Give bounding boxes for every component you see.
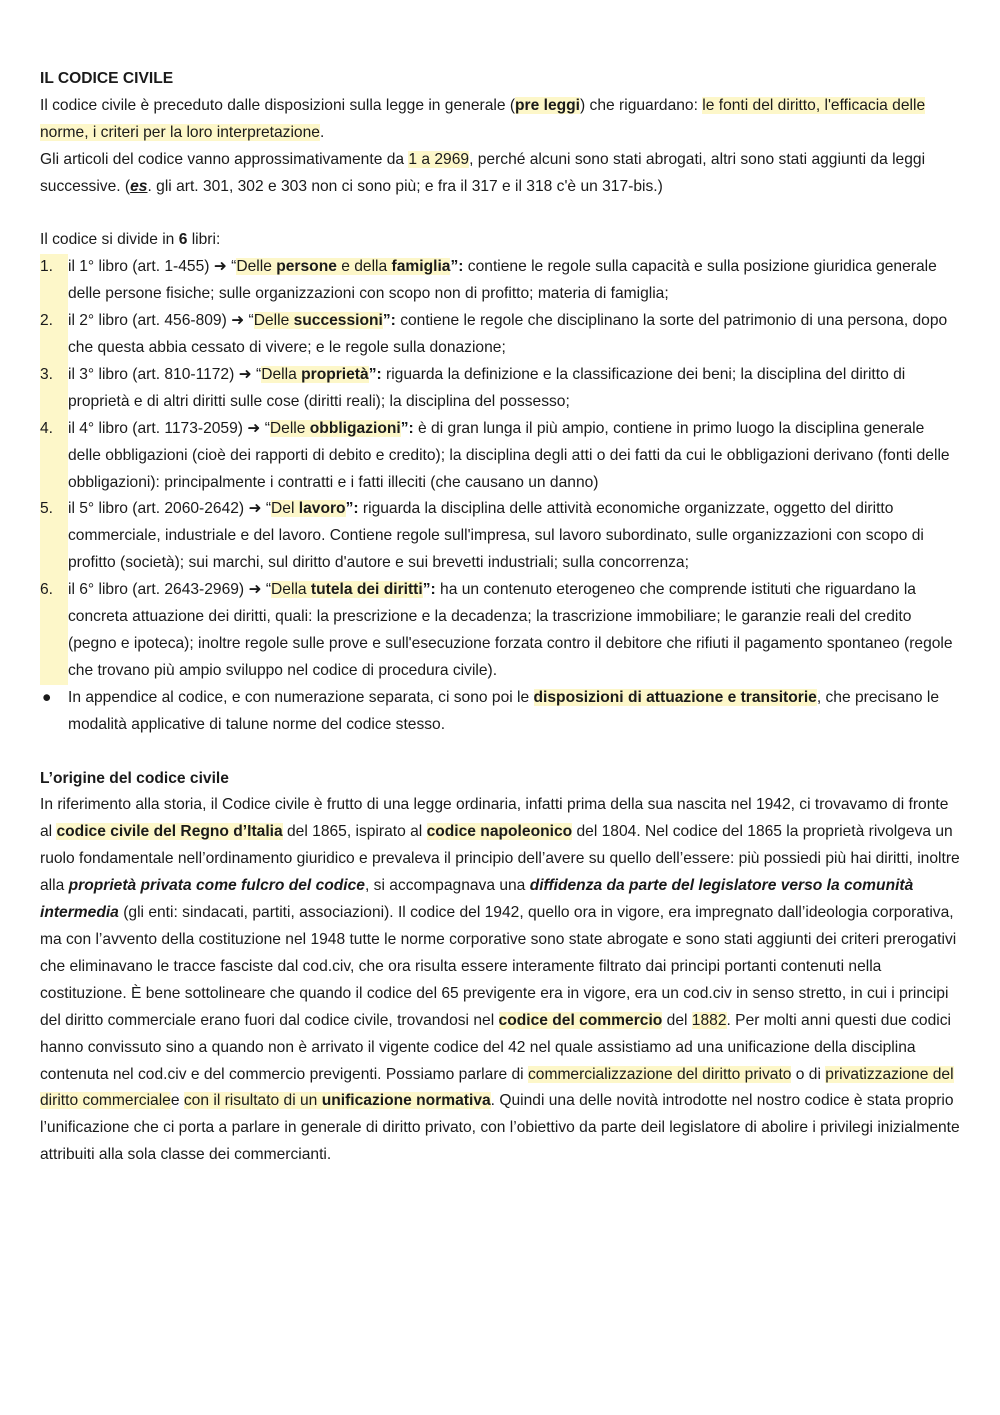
term-codice-napoleonico: codice napoleonico bbox=[426, 823, 573, 841]
disposizioni-term: disposizioni di attuazione e transitorie bbox=[533, 688, 817, 706]
highlight-commercializzazione: commercializzazione del diritto privato bbox=[527, 1065, 792, 1083]
intro-paragraph-2: Gli articoli del codice vanno approssimativamente da 1 a 2969, perché alcuni sono stati abrogati, altri sono stati aggiunti da leggi successive. (es. gli art. 301, 302 e 303 non ci sono più; e fra il 317 e il 318 c'è un 317-bis.) bbox=[40, 150, 926, 195]
term-codice-commercio: codice del commercio bbox=[498, 1011, 663, 1029]
libri-list bbox=[40, 254, 960, 738]
list-item-libro-6: 6. il 6° libro (art. 2643-2969) ➜ “Della tutela dei diritti”: ha un contenuto eterogeneo che comprende istituti che riguardano la concreta attuazione dei diritti, quali: la prescrizione e la decadenza; la trascrizione immobiliare; le garanzie reali del credito (pegno e ipoteca); inoltre regole sulle prove e sull'esecuzione forzata contro il debitore che rifiuti il pagamento spontaneo (regole che trovano più ampio sviluppo nel codice di procedura civile). bbox=[40, 577, 960, 685]
pre-leggi-term: pre leggi bbox=[515, 96, 581, 114]
list-item-libro-1: 1. il 1° libro (art. 1-455) ➜ “Delle persone e della famiglia”: contiene le regole sulla capacità e sulla posizione giuridica generale delle persone fisiche; sulle organizzazioni con scopo non di profitto; materia di famiglia; bbox=[40, 254, 960, 308]
list-number: 6. bbox=[40, 577, 68, 685]
list-item-appendice: ● In appendice al codice, e con numerazione separata, ci sono poi le disposizioni di attuazione e transitorie, che precisano le modalità applicative di talune norme del codice stesso. bbox=[40, 685, 960, 739]
section-heading-origine: L’origine del codice civile bbox=[40, 769, 229, 787]
list-number: 5. bbox=[40, 496, 68, 577]
highlight-fonti: le fonti del diritto, l'efficacia delle norme, i criteri per la loro interpretazione bbox=[40, 96, 926, 141]
highlight-1882: 1882 bbox=[691, 1011, 727, 1029]
intro-paragraph-1: Il codice civile è preceduto dalle disposizioni sulla legge in generale (pre leggi) che riguardano: le fonti del diritto, l'efficacia delle norme, i criteri per la loro interpretazione. bbox=[40, 96, 926, 141]
list-item-libro-5: 5. il 5° libro (art. 2060-2642) ➜ “Del lavoro”: riguarda la disciplina delle attività economiche organizzate, oggetto del diritto commerciale, industriale e del lavoro. Contiene regole sull'impresa, sul lavoro subordinato, sulle organizzazioni con scopo di profitto (società); sui marchi, sul diritto d'autore e sui brevetti industriali; sulla concorrenza; bbox=[40, 496, 960, 577]
es-abbreviation: es bbox=[130, 177, 148, 195]
term-codice-regno: codice civile del Regno d’Italia bbox=[56, 823, 283, 841]
list-item-libro-3: 3. il 3° libro (art. 810-1172) ➜ “Della proprietà”: riguarda la definizione e la classificazione dei beni; la disciplina del diritto di proprietà e di altri diritti sulle cose (diritti reali); la disciplina del possesso; bbox=[40, 362, 960, 416]
list-number: 1. bbox=[40, 254, 68, 308]
term-diffidenza: diffidenza da parte del legislatore verso la comunità intermedia bbox=[40, 877, 914, 922]
origine-paragraph: In riferimento alla storia, il Codice civile è frutto di una legge ordinaria, infatti prima della sua nascita nel 1942, ci trovavamo di fronte al codice civile del Regno d’Italia del 1865, ispirato al codice napoleonico del 1804. Nel codice del 1865 la proprietà rivolgeva un ruolo fondamentale nell’ordinamento giuridico e prevaleva il principio dell’avere su quello dell’essere: più possiedi più hai diritti, inoltre alla proprietà privata come fulcro del codice, si accompagnava una diffidenza da parte del legislatore verso la comunità intermedia (gli enti: sindacati, partiti, associazioni). Il codice del 1942, quello ora in vigore, era impregnato dall’ideologia corporativa, ma con l’avvento della costituzione nel 1948 tutte le norme corporative sono state abrogate e sono stati aggiunti dei criteri prerogativi che eliminavano le tracce fasciste dal cod.civ, che ora risulta essere interamente filtrato dai principi portanti contenuti nella costituzione. È bene sottolineare che quando il codice del 65 previgente era in vigore, era un cod.civ in senso stretto, in cui i principi del diritto commerciale erano fuori dal codice civile, trovandosi nel codice del commercio del 1882. Per molti anni questi due codici hanno convissuto sino a quando non è arrivato il vigente codice del 42 nel quale assistiamo ad una unificazione della disciplina contenuta nel cod.civ e del commercio previgenti. Possiamo parlare di commercializzazione del diritto privato o di privatizzazione del diritto commercialee con il risultato di un unificazione normativa. Quindi una delle novità introdotte nel nostro codice è stata proprio l’unificazione che ci porta a parlare in generale di diritto privato, con l’obiettivo da parte deil legislatore di abolire i privilegi inizialmente attribuiti alla sola classe dei commercianti. bbox=[40, 796, 960, 1164]
bullet-icon: ● bbox=[42, 688, 52, 706]
list-item-libro-2: 2. il 2° libro (art. 456-809) ➜ “Delle successioni”: contiene le regole che disciplinano la sorte del patrimonio di una persona, dopo che questa abbia cessato di vivere; e le regole sulla donazione; bbox=[40, 308, 960, 362]
document-title: IL CODICE CIVILE bbox=[40, 70, 174, 87]
term-proprieta-privata: proprietà privata come fulcro del codice bbox=[68, 877, 365, 895]
list-item-libro-4: 4. il 4° libro (art. 1173-2059) ➜ “Delle obbligazioni”: è di gran lunga il più ampio, contiene in primo luogo la disciplina generale delle obbligazioni (cioè dei rapporti di debito e credito); la disciplina degli atti o dei fatti da cui le obbligazioni derivano (fonti delle obbligazioni): principalmente i contratti e i fatti illeciti (che causano un danno) bbox=[40, 416, 960, 497]
highlight-articoli-range: 1 a 2969 bbox=[408, 150, 470, 168]
list-number: 2. bbox=[40, 308, 68, 362]
libri-intro: Il codice si divide in 6 libri: bbox=[40, 231, 221, 249]
list-number: 4. bbox=[40, 416, 68, 497]
highlight-privatizzazione: privatizzazione del diritto commerciale bbox=[40, 1065, 954, 1110]
highlight-risultato: con il risultato di un unificazione normativa bbox=[183, 1092, 491, 1110]
list-number: 3. bbox=[40, 362, 68, 416]
